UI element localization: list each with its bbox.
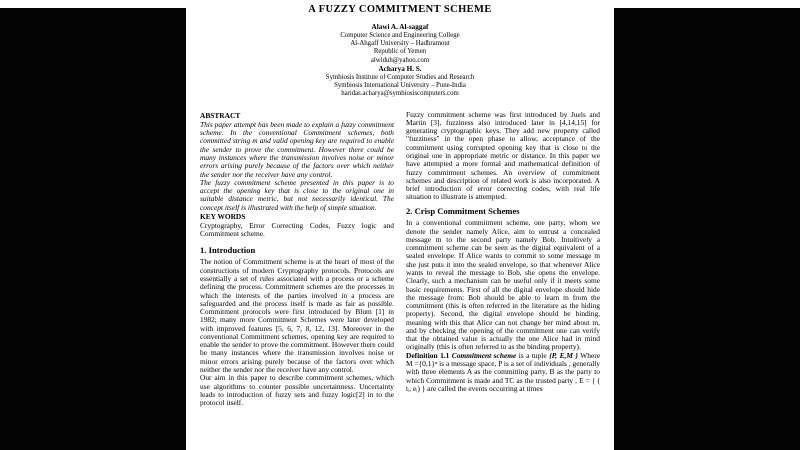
authors-block	[200, 23, 600, 99]
left-column	[200, 111, 394, 408]
author-affiliation: Computer Science and Engineering College	[340, 31, 460, 39]
definition-label: Definition 1.1	[406, 350, 450, 360]
right-column	[406, 111, 600, 408]
author-name: Alawi A. Al-saggaf	[371, 23, 429, 31]
author-affiliation: Symbiosis International University – Pune-India	[334, 81, 466, 89]
abstract-heading: ABSTRACT	[200, 110, 241, 120]
introduction-heading: 1. Introduction	[200, 244, 256, 255]
fuzzy-commitment-paragraph: Fuzzy commitment scheme was first introduced by Juels and Martin [3], fuzziness also introduced later in [4,14,15] for generating cryptographic keys. They add new property called "fuzziness" in the open phase to allow, acceptance of the commitment using corrupted opening key that is close to the original one in appropriate metric or distance. In this paper we have attempted a more formal and mathematical definition of fuzzy commitment schemes. An overview of commitment schemes and description of related work is also incorporated. A brief introduction of error correcting codes, with real life situation to illustrate is attempted.	[406, 109, 600, 202]
author-affiliation: Republic of Yemen	[373, 48, 427, 56]
introduction-paragraph-1: The notion of Commitment scheme is at the heart of most of the constructions of modern Cryptography protocols. Protocols are essentially a set of rules associated with a process or a scheme defining the process. Commitment schemes are the processes in which the interests of the parties involved in a process are safeguarded and the process itself is made as fair as possible. Commitment protocols were first introduced by Blum [1] in 1982; many more Commitment Schemes were later developed with improved features [5, 6, 7, 8, 12, 13]. Moreover in the conventional Commitment schemes, opening key are required to enable the sender to prove the commitment. However there could be many instances where the transmission involves noise or minor errors arising purely because of the factors over which neither the sender nor the receiver have any control.	[200, 257, 394, 375]
definition-body: Where M ={0,1}ⁿ is a message space, P is a set of individuals , generally with three elements A as the committing party, B as the party to which Commitment is made and TC as the trusted party , E = { ( tᵢ, eᵢ) } are called the events occurring at times	[406, 350, 600, 393]
crisp-commitment-paragraph: In a conventional commitment scheme, one party, whom we denote the sender namely Alice, aim to entrust a concealed message m to the second party namely Bob. Intuitively a commitment scheme can be seen as the digital equivalent of a sealed envelope. If Alice wants to commit to some message m she just puts it into the sealed envelope, so that whenever Alice wants to reveal the message to Bob, she opens the envelope. Clearly, such a mechanism can be useful only if it meets some basic requirements. First of all the digital envelope should hide the message from: Bob should be able to learn m from the commitment (this is often referred in the literature as the hiding property). Second, the digital envelope should be binding, meaning with this that Alice can not change her mind about m, and by checking the opening of the commitment one can verify that the obtained value is actually the one Alice had in mind originally (this is often referred to as the binding property).	[406, 218, 600, 352]
paper-title: A FUZZY COMMITMENT SCHEME	[308, 4, 492, 15]
author-email: haridas.acharya@symbiosiscomputers.com	[341, 90, 459, 98]
abstract-paragraph-2: The fuzzy commitment scheme presented in this paper is to accept the opening key that is close to the original one in suitable distance metric, but not necessarily identical. The concept itself is illustrated with the help of simple situation.	[200, 177, 394, 212]
keywords-text: Cryptography, Error Correcting Codes, Fuzzy logic and Commitment scheme.	[200, 221, 394, 239]
keywords-heading: KEY WORDS	[200, 211, 246, 221]
definition-paragraph	[406, 352, 600, 393]
author-affiliation: Al-Ahgaff University – Hadhramout	[350, 40, 450, 48]
definition-tuple: {P, E,M }	[549, 350, 578, 360]
author-email: alwiduh@yahoo.com	[370, 56, 430, 64]
definition-mid: is a tuple	[518, 350, 547, 360]
introduction-paragraph-2: Our aim in this paper to describe commitment schemes, which use algorithms to counter possible uncertainness. Uncertainty leads to introduction of fuzzy sets and fuzzy logic[2] in to the protocol itself.	[200, 373, 394, 408]
two-column-body	[200, 111, 600, 408]
author-name: Acharya H. S.	[378, 64, 422, 73]
author-affiliation: Symbiosis Institute of Computer Studies and Research	[325, 73, 475, 81]
abstract-paragraph-1: This paper attempt has been made to explain a fuzzy commitment scheme. In the conventional Commitment schemes, both committed string m and valid opening key are required to enable the sender to prove the commitment. However there could be many instances where the transmission involves noise or minor errors arising purely because of the factors over which neither the sender nor the receiver have any control.	[200, 119, 394, 179]
crisp-commitment-heading: 2. Crisp Commitment Schemes	[406, 205, 520, 216]
definition-term: Commitment scheme	[451, 350, 517, 360]
paper-page	[186, 0, 614, 450]
